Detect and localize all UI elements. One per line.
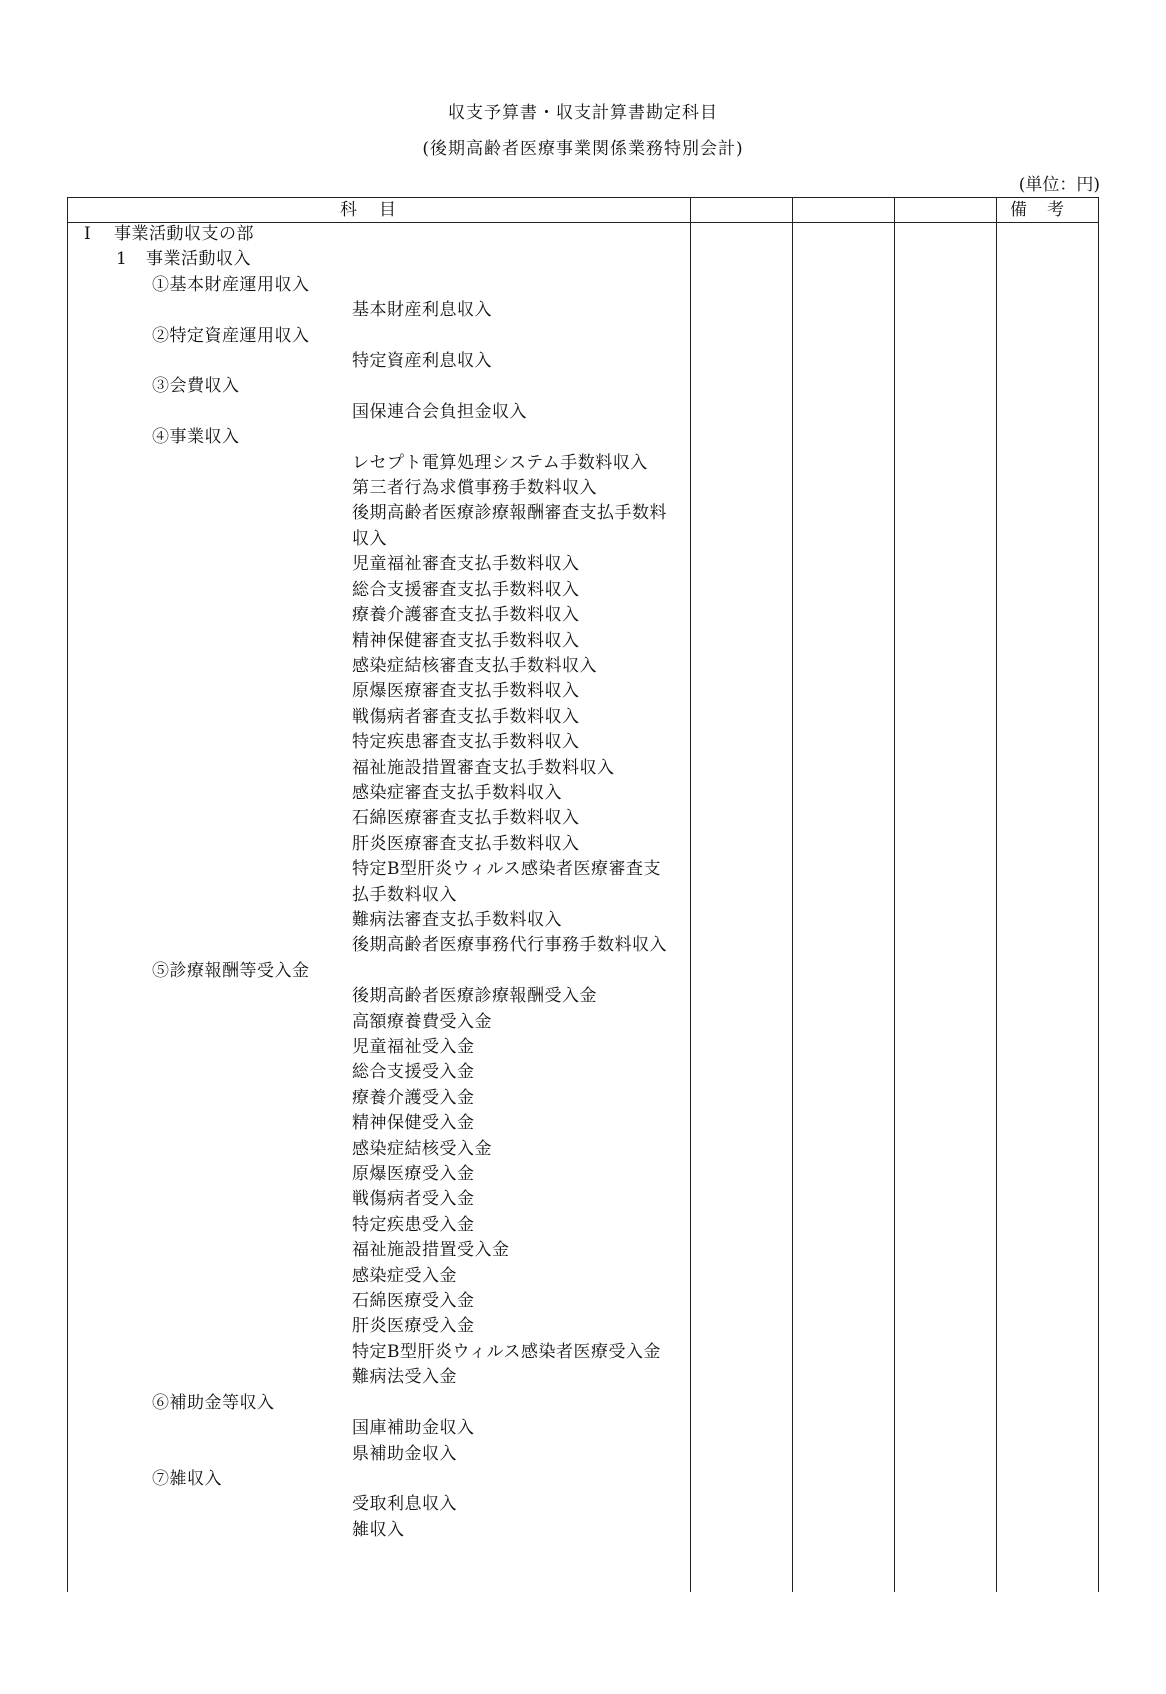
account-label: 特定資産利息収入 — [352, 351, 492, 372]
account-label: 県補助金収入 — [352, 1443, 457, 1464]
account-label: 精神保健審査支払手数料収入 — [352, 630, 580, 651]
account-label: 感染症結核受入金 — [352, 1138, 492, 1159]
account-item — [68, 476, 674, 501]
header-subject: 科目 — [340, 200, 418, 220]
account-item — [68, 1340, 674, 1365]
account-category — [68, 1467, 690, 1492]
account-item — [68, 654, 674, 679]
account-item — [68, 1264, 674, 1289]
account-label: 国庫補助金収入 — [352, 1418, 475, 1439]
account-item — [68, 400, 674, 425]
account-category — [68, 324, 690, 349]
account-item — [68, 578, 674, 603]
account-category — [68, 959, 690, 984]
account-label: 国保連合会負担金収入 — [352, 401, 527, 422]
account-label: 難病法受入金 — [352, 1367, 457, 1388]
account-label: 療養介護受入金 — [352, 1087, 475, 1108]
account-category — [68, 273, 690, 298]
account-category — [68, 374, 690, 399]
account-item — [68, 730, 674, 755]
account-category — [68, 425, 690, 450]
account-label: 特定B型肝炎ウィルス感染者医療受入金 — [352, 1341, 661, 1362]
account-label: ⑦雑収入 — [152, 1468, 222, 1489]
column-divider — [996, 198, 997, 1592]
account-item — [68, 679, 674, 704]
account-item — [68, 705, 674, 730]
header-remarks: 備考 — [1010, 200, 1084, 220]
account-category — [68, 222, 690, 247]
account-label: 特定疾患受入金 — [352, 1214, 475, 1235]
account-label: 雑収入 — [352, 1519, 405, 1540]
account-item — [68, 1035, 674, 1060]
account-label: 福祉施設措置受入金 — [352, 1240, 510, 1261]
account-label: ⑤診療報酬等受入金 — [152, 960, 310, 981]
account-label: ①基本財産運用収入 — [152, 274, 310, 295]
account-label: 原爆医療受入金 — [352, 1164, 475, 1185]
account-label: 原爆医療審査支払手数料収入 — [352, 681, 580, 702]
account-label: 特定B型肝炎ウィルス感染者医療審査支払手数料収入 — [352, 859, 661, 905]
account-label: 福祉施設措置審査支払手数料収入 — [352, 757, 615, 778]
account-item — [68, 1238, 674, 1263]
account-item — [68, 1213, 674, 1238]
account-label: 総合支援審査支払手数料収入 — [352, 579, 580, 600]
account-item — [68, 1137, 674, 1162]
account-item — [68, 552, 674, 577]
account-item — [68, 298, 674, 323]
account-item — [68, 1416, 674, 1441]
unit-label: (単位：円) — [1018, 175, 1100, 195]
account-label: 事業活動収支の部 — [114, 224, 254, 244]
category-number: Ⅰ — [84, 224, 92, 244]
account-label: 戦傷病者審査支払手数料収入 — [352, 706, 580, 727]
account-item — [68, 1289, 674, 1314]
account-label: 戦傷病者受入金 — [352, 1189, 475, 1210]
account-item — [68, 349, 674, 374]
account-label: 第三者行為求償事務手数料収入 — [352, 478, 597, 499]
account-table — [67, 197, 1099, 1592]
account-label: 後期高齢者医療事務代行事務手数料収入 — [352, 935, 667, 956]
account-label: 総合支援受入金 — [352, 1062, 475, 1083]
account-label: 児童福祉受入金 — [352, 1037, 475, 1057]
document-title: 収支予算書・収支計算書勘定科目 — [448, 103, 718, 123]
account-label: 肝炎医療受入金 — [352, 1316, 475, 1337]
account-label: 石綿医療審査支払手数料収入 — [352, 808, 580, 829]
account-label: 感染症結核審査支払手数料収入 — [352, 655, 597, 676]
account-item — [68, 1162, 674, 1187]
account-label: ④事業収入 — [152, 427, 240, 448]
account-label: 基本財産利息収入 — [352, 300, 492, 321]
account-item — [68, 908, 674, 933]
column-divider — [690, 198, 691, 1592]
account-label: 特定疾患審査支払手数料収入 — [352, 732, 580, 753]
account-label: 事業活動収入 — [146, 249, 251, 270]
category-number: 1 — [116, 249, 128, 270]
account-label: 後期高齢者医療診療報酬受入金 — [352, 986, 597, 1007]
account-label: レセプト電算処理システム手数料収入 — [352, 452, 648, 473]
account-category — [68, 247, 690, 272]
account-label: 感染症受入金 — [352, 1265, 457, 1286]
account-item — [68, 629, 674, 654]
account-item — [68, 756, 674, 781]
account-item — [68, 451, 674, 476]
account-label: 後期高齢者医療診療報酬審査支払手数料収入 — [352, 503, 667, 549]
account-item — [68, 1086, 674, 1111]
account-category — [68, 1391, 690, 1416]
account-item — [68, 501, 674, 552]
account-label: 難病法審査支払手数料収入 — [352, 909, 562, 930]
account-item — [68, 1518, 674, 1543]
account-item — [68, 1060, 674, 1085]
account-item — [68, 1365, 674, 1390]
account-label: ②特定資産運用収入 — [152, 325, 310, 346]
column-divider — [894, 198, 895, 1592]
account-label: ⑥補助金等収入 — [152, 1392, 275, 1413]
account-item — [68, 806, 674, 831]
account-item — [68, 832, 674, 857]
account-label: 療養介護審査支払手数料収入 — [352, 605, 580, 626]
account-item — [68, 1492, 674, 1517]
account-label: 肝炎医療審査支払手数料収入 — [352, 833, 580, 854]
account-item — [68, 1010, 674, 1035]
account-item — [68, 1187, 674, 1212]
account-item — [68, 603, 674, 628]
account-label: 受取利息収入 — [352, 1494, 457, 1515]
account-item — [68, 1314, 674, 1339]
account-label: 精神保健受入金 — [352, 1113, 475, 1134]
column-divider — [792, 198, 793, 1592]
account-rows — [68, 222, 690, 1543]
account-item — [68, 1442, 674, 1467]
account-label: 高額療養費受入金 — [352, 1011, 492, 1032]
account-item — [68, 1111, 674, 1136]
account-item — [68, 857, 674, 908]
account-item — [68, 984, 674, 1009]
account-label: ③会費収入 — [152, 376, 240, 397]
account-label: 石綿医療受入金 — [352, 1291, 475, 1312]
account-item — [68, 781, 674, 806]
document-subtitle: (後期高齢者医療事業関係業務特別会計) — [422, 139, 744, 159]
account-item — [68, 933, 674, 958]
account-label: 感染症審査支払手数料収入 — [352, 782, 562, 803]
account-label: 児童福祉審査支払手数料収入 — [352, 554, 580, 575]
